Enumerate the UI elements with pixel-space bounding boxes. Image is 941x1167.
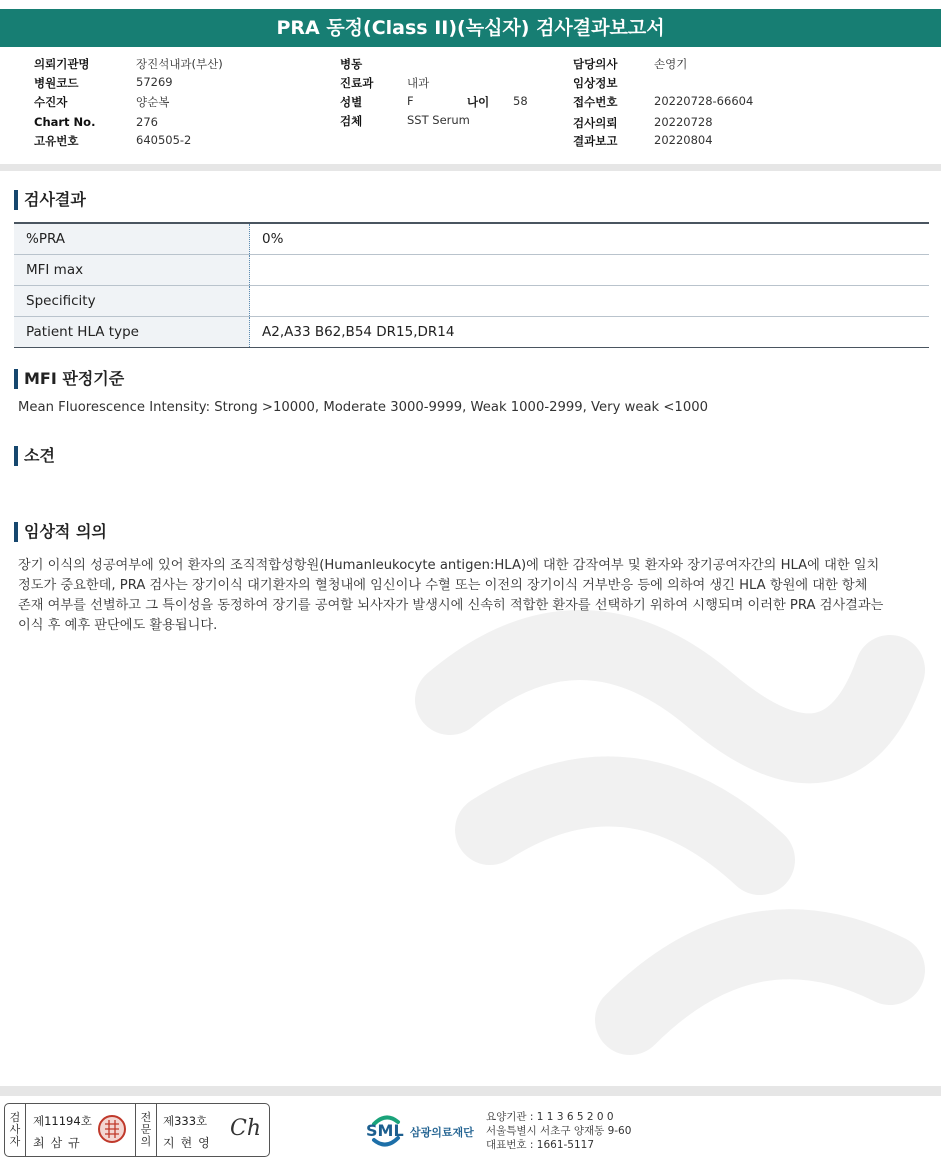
receipt-no-value: 20220728-66604	[654, 94, 754, 108]
doctor-label: 담당의사	[573, 57, 618, 71]
request-date-label: 검사의뢰	[573, 116, 618, 130]
report-date-value: 20220804	[654, 133, 713, 147]
specialist-column-label	[135, 1104, 157, 1156]
age-label: 나이	[467, 95, 490, 109]
section-clinical-title: 임상적 의의	[14, 522, 107, 542]
patient-label: 수진자	[34, 95, 68, 109]
specialist-label: 전 문 의	[140, 1111, 152, 1148]
specialist-name: 지현영	[163, 1136, 216, 1150]
request-date-value: 20220728	[654, 115, 713, 129]
hospital-code-label: 병원코드	[34, 76, 79, 90]
clinical-significance-text	[18, 556, 928, 636]
unique-no-value: 640505-2	[136, 133, 192, 147]
doctor-value: 손영기	[654, 57, 688, 71]
clinical-line: 정도가 중요한데, PRA 검사는 장기이식 대기환자의 혈청내에 임신이나 수혈 또는 이전의 장기이식 거부반응 등에 의하여 생긴 HLA 항원에 대한 항체	[18, 578, 868, 593]
hospital-code-value: 57269	[136, 75, 173, 89]
footer-line: 서울특별시 서초구 양재동 9-60	[486, 1125, 632, 1137]
table-row	[14, 286, 929, 317]
unique-no-label: 고유번호	[34, 134, 79, 148]
sex-label: 성별	[340, 95, 363, 109]
footer-line: 요양기관 : 1 1 3 6 5 2 0 0	[486, 1111, 614, 1123]
patient-value: 양순복	[136, 95, 170, 109]
sex-value: F	[407, 94, 414, 108]
examiner-column-label	[5, 1104, 26, 1156]
result-label: %PRA	[14, 223, 250, 255]
seal-stamp-icon	[97, 1114, 127, 1144]
table-row	[14, 255, 929, 286]
sml-logo	[366, 1110, 486, 1150]
institution-label: 의뢰기관명	[34, 57, 90, 71]
chart-no-label: Chart No.	[34, 115, 96, 129]
specialist-license: 제333호	[163, 1114, 208, 1128]
age-value: 58	[513, 94, 528, 108]
specimen-label: 검체	[340, 114, 363, 128]
header-divider	[0, 164, 941, 171]
receipt-no-label: 접수번호	[573, 95, 618, 109]
sml-logo-text: SML	[366, 1121, 404, 1140]
section-results-title: 검사결과	[14, 190, 86, 210]
examiner-name: 최삼규	[33, 1136, 86, 1150]
report-date-label: 결과보고	[573, 134, 618, 148]
section-mfi-title: MFI 판정기준	[14, 369, 124, 389]
department-value: 내과	[407, 76, 430, 90]
table-row	[14, 317, 929, 348]
result-value	[250, 255, 930, 286]
patient-info-block	[0, 50, 941, 163]
results-table	[14, 222, 929, 348]
signature-box	[4, 1103, 270, 1157]
footer-contact	[486, 1110, 631, 1152]
clinical-line: 존재 여부를 선별하고 그 특이성을 동정하여 장기를 공여할 뇌사자가 발생시에 신속히 적합한 환자를 선택하기 위하여 시행되며 이러한 PRA 검사결과는	[18, 598, 884, 613]
department-label: 진료과	[340, 76, 374, 90]
footer-line: 대표번호 : 1661-5117	[486, 1139, 595, 1151]
clinical-line: 장기 이식의 성공여부에 있어 환자의 조직적합성항원(Humanleukocyte antigen:HLA)에 대한 감작여부 및 환자와 장기공여자간의 HLA에 대한 일치	[18, 558, 880, 573]
result-value: A2,A33 B62,B54 DR15,DR14	[250, 317, 930, 348]
foundation-name: 삼광의료재단	[410, 1126, 474, 1139]
mfi-criteria-text: Mean Fluorescence Intensity: Strong >10000, Moderate 3000-9999, Weak 1000-2999, Very weak <1000	[18, 400, 708, 415]
report-title: PRA 동정(Class II)(녹십자) 검사결과보고서	[0, 9, 941, 47]
result-label: MFI max	[14, 255, 250, 286]
footer-divider	[0, 1086, 941, 1096]
table-row	[14, 223, 929, 255]
result-value	[250, 286, 930, 317]
examiner-label: 검 사 자	[9, 1111, 21, 1148]
signature-mark: Ch	[230, 1116, 262, 1141]
section-opinion-title: 소견	[14, 446, 55, 466]
clinical-line: 이식 후 예후 판단에도 활용됩니다.	[18, 618, 218, 633]
chart-no-value: 276	[136, 115, 158, 129]
examiner-license: 제11194호	[33, 1114, 92, 1128]
ward-label: 병동	[340, 57, 363, 71]
specimen-value: SST Serum	[407, 113, 470, 127]
result-value: 0%	[250, 223, 930, 255]
clinical-info-label: 임상정보	[573, 76, 618, 90]
result-label: Patient HLA type	[14, 317, 250, 348]
result-label: Specificity	[14, 286, 250, 317]
institution-value: 장진석내과(부산)	[136, 57, 223, 71]
